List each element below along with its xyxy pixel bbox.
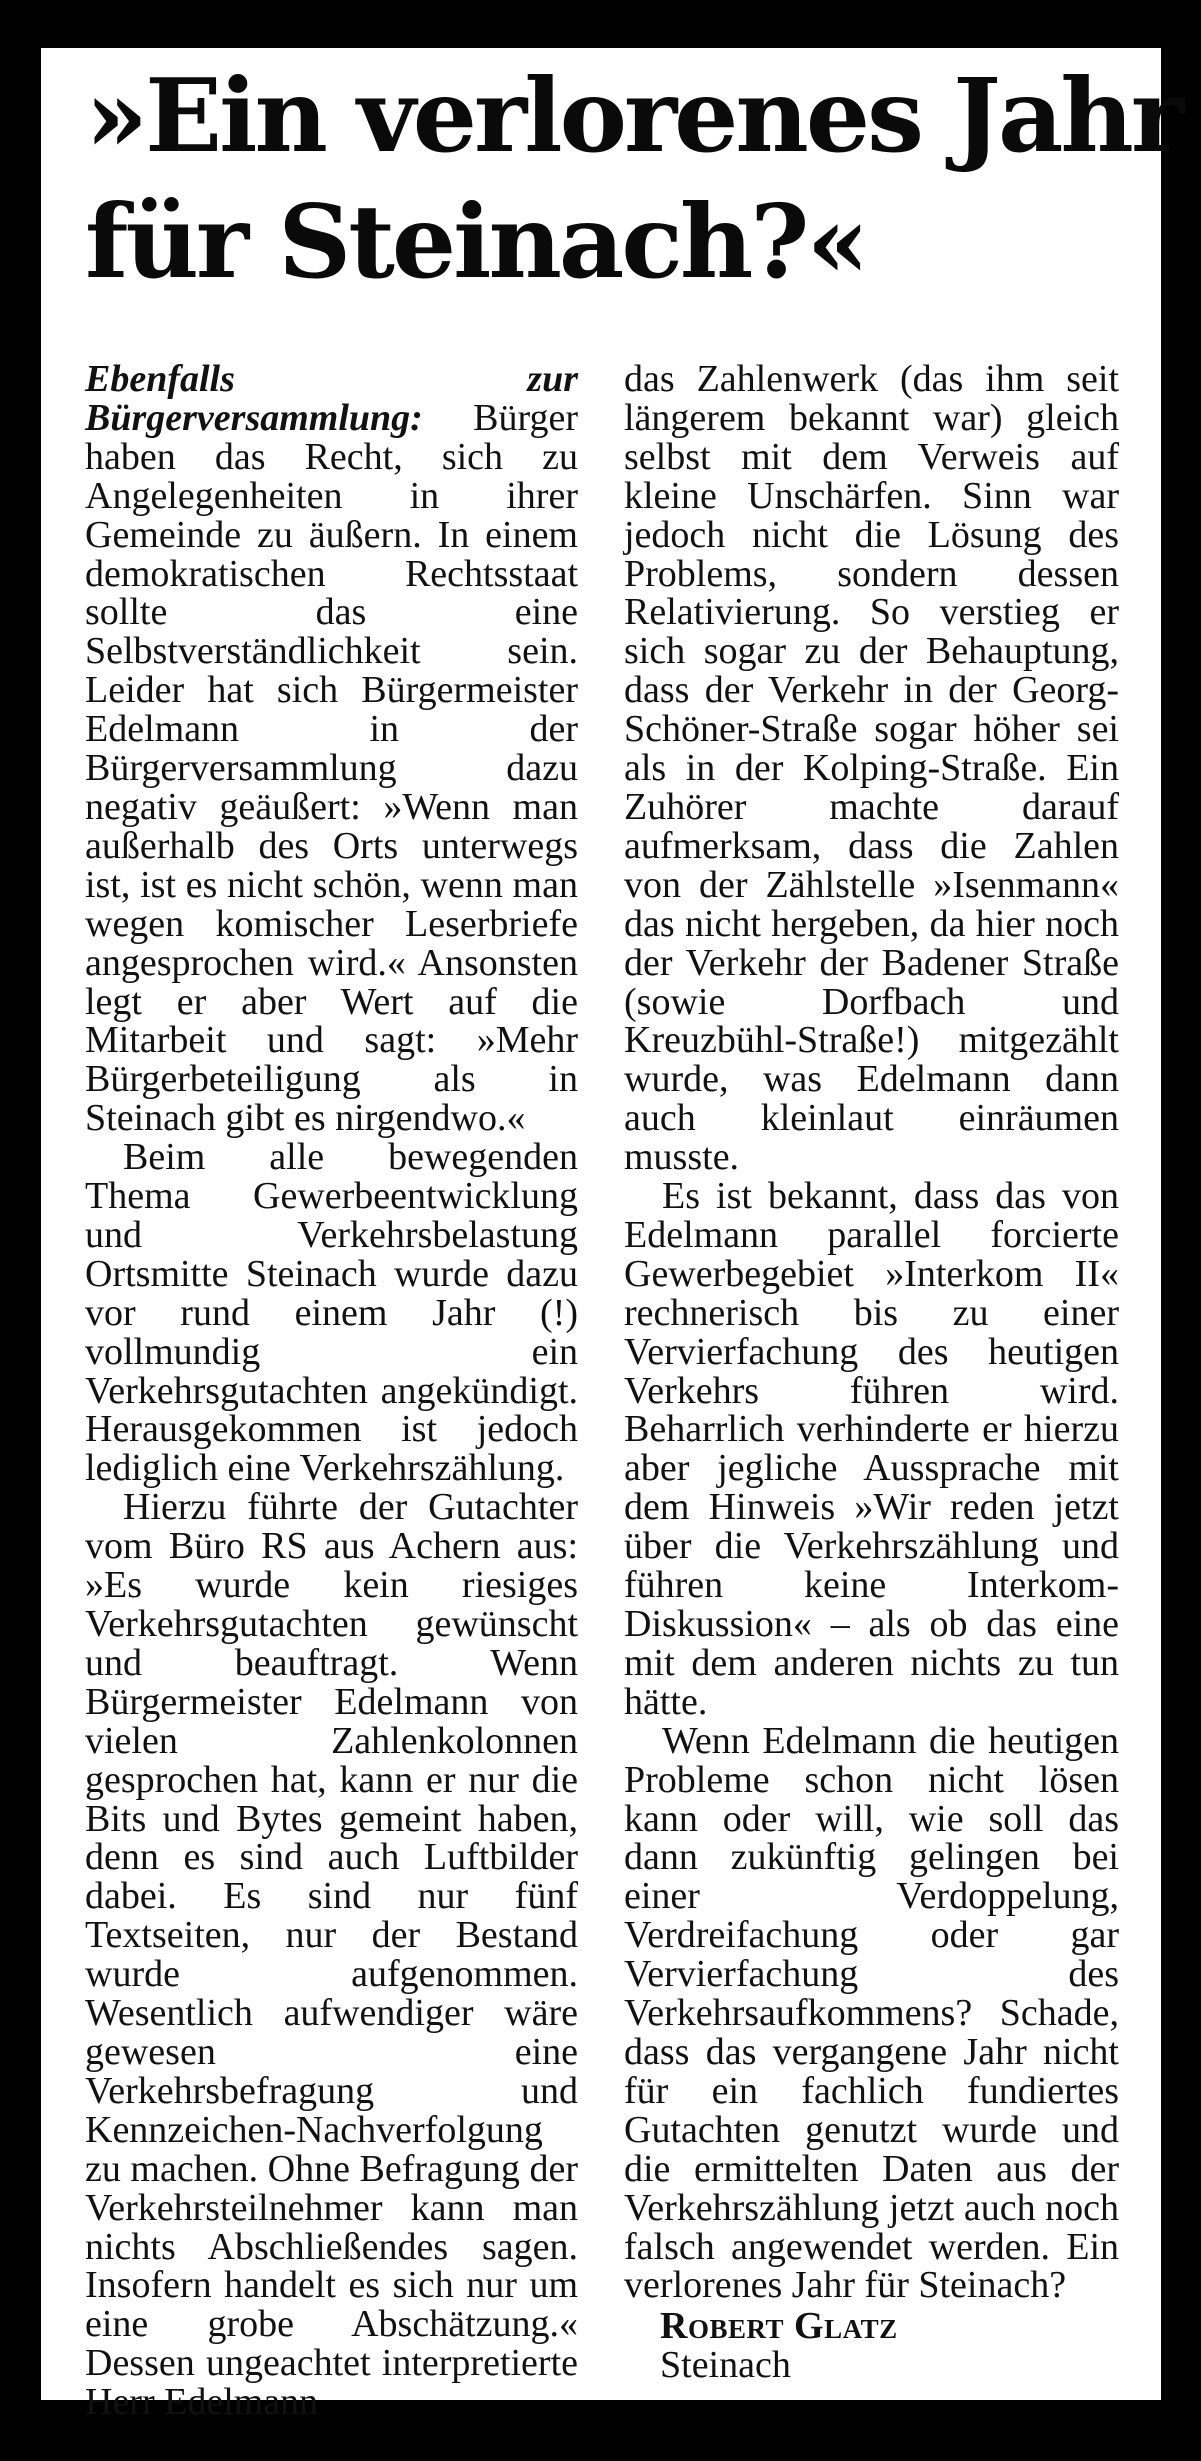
author-name: Robert Glatz <box>660 2305 898 2348</box>
lead-in: Ebenfalls zur Bürgerversammlung: <box>85 358 578 439</box>
paragraph-4: das Zahlenwerk (das ihm seit längerem bekannt war) gleich selbst mit dem Verweis auf kleine Unschärfen. Sinn war jedoch nicht die Lösung des Problems, sondern dessen Relativierung. So verstieg er sich sogar zu der Behauptung, dass der Verkehr in der Georg-Schöner-Straße sogar höher sei als in der Kolping-Straße. Ein Zuhörer machte darauf aufmerksam, dass die Zahlen von der Zählstelle »Isenmann« das nicht hergeben, da hier noch der Verkehr der Badener Straße (sowie Dorfbach und Kreuzbühl-Straße!) mitgezählt wurde, was Edelmann dann auch kleinlaut einräumen musste. <box>624 358 1119 1179</box>
headline-line-2: für Steinach?« <box>85 182 867 301</box>
right-column <box>624 360 1119 2385</box>
newspaper-clipping <box>41 48 1182 2424</box>
article-headline <box>85 53 1182 305</box>
headline-line-1: »Ein verlorenes Jahr <box>85 56 1182 175</box>
paragraph-6: Wenn Edelmann die heutigen Probleme schon nicht lösen kann oder will, wie soll das dann zukünftig gelingen bei einer Verdoppelung, Verdreifachung oder gar Vervierfachung des Verkehrsaufkommens? Schade, dass das vergangene Jahr nicht für ein fachlich fundiertes Gutachten genutzt wurde und die ermittelten Daten aus der Verkehrszählung jetzt auch noch falsch angewendet werden. Ein verlorenes Jahr für Steinach? <box>624 1719 1119 2307</box>
signature <box>624 2307 1119 2385</box>
paragraph-2: Beim alle bewegenden Thema Gewerbeentwicklung und Verkehrsbelastung Ortsmitte Steinach wurde dazu vor rund einem Jahr (!) vollmundig ein Verkehrsgutachten angekündigt. Herausgekommen ist jedoch lediglich eine Verkehrszählung. <box>85 1136 578 1490</box>
author-place: Steinach <box>660 2344 791 2387</box>
left-column <box>85 360 578 2422</box>
paragraph-3: Hierzu führte der Gutachter vom Büro RS aus Achern aus: »Es wurde kein riesiges Verkehrsgutachten gewünscht und beauftragt. Wenn Bürgermeister Edelmann von vielen Zahlenkolonnen gesprochen hat, kann er nur die Bits und Bytes gemeint haben, denn es sind auch Luftbilder dabei. Es sind nur fünf Textseiten, nur der Bestand wurde aufgenommen. Wesentlich aufwendiger wäre gewesen eine Verkehrsbefragung und Kennzeichen-Nachverfolgung zu machen. Ohne Befragung der Verkehrsteilnehmer kann man nichts Abschließendes sagen. Insofern handelt es sich nur um eine grobe Abschätzung.« Dessen ungeachtet interpretierte Herr Edelmann <box>85 1486 578 2424</box>
paragraph-1-text: Bürger haben das Recht, sich zu Angelegenheiten in ihrer Gemeinde zu äußern. In einem demokratischen Rechtsstaat sollte das eine Selbstverständlichkeit sein. Leider hat sich Bürgermeister Edelmann in der Bürgerversammlung dazu negativ geäußert: »Wenn man außerhalb des Orts unterwegs ist, ist es nicht schön, wenn man wegen komischer Leserbriefe angesprochen wird.« Ansonsten legt er aber Wert auf die Mitarbeit und sagt: »Mehr Bürgerbeteiligung als in Steinach gibt es nirgendwo.« <box>85 396 578 1140</box>
paragraph-5: Es ist bekannt, dass das von Edelmann parallel forcierte Gewerbegebiet »Interkom II« rechnerisch bis zu einer Vervierfachung des heutigen Verkehrs führen wird. Beharrlich verhinderte er hierzu aber jegliche Aussprache mit dem Hinweis »Wir reden jetzt über die Verkehrszählung und führen keine Interkom-Diskussion« – als ob das eine mit dem anderen nichts zu tun hätte. <box>624 1175 1119 1723</box>
paragraph-1 <box>85 360 578 1138</box>
